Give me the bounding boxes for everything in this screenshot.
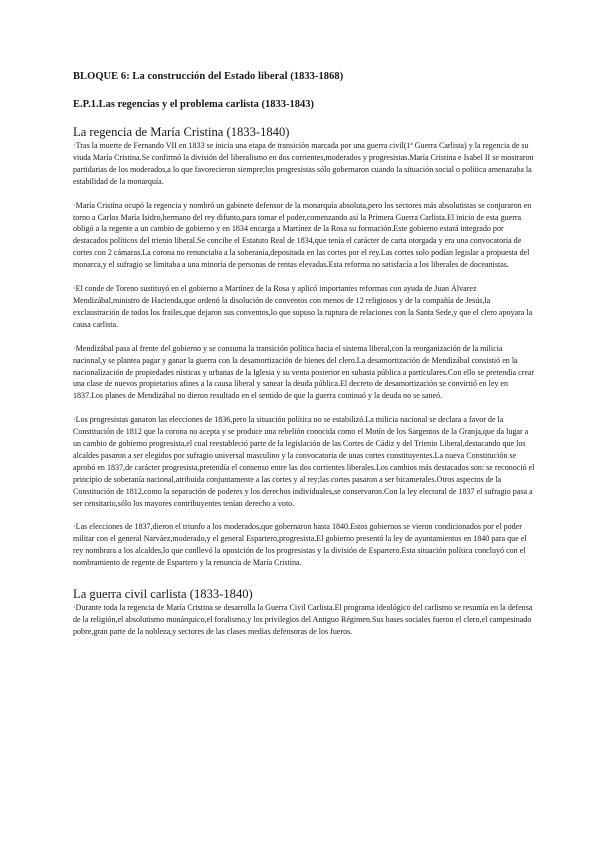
paragraph: ·Durante toda la regencia de María Cristina se desarrolla la Guerra Civil Carlista.El programa ideológico del carlismo se resumía en la defensa de la religión,el absolutismo monárquico,el foralismo,y los privilegios del Antiguo Régimen.Sus bases sociales fueron el clero,el campesinado pobre,gran parte de la nobleza,y sectores de las clases medias defensoras de los fueros. [73,603,533,636]
paragraph: ·Tras la muerte de Fernando VII en 1833 se inicia una etapa de transición marcada por una guerra civil(1ª Guerra Carlista) y la regencia de su viuda María Cristina.Se confirmó la división del liberalismo en dos corrientes,moderados y progresistas.María Cristina e Isabel II se mostraron partidarias de los moderados,a lo que favorecieron siempre;los progresistas sólo gobernaron cuando la situación social o política amenazaba la estabilidad de la monarquía. [73,141,534,186]
paragraph: ·El conde de Toreno sustituyó en el gobierno a Martínez de la Rosa y aplicó importantes reformas con ayuda de Juan Álvarez Mendizábal,ministro de Hacienda,que ordenó la disolución de conventos con menos de 12 religiosos y de la compañía de Jesús,la exclaustración de todos los frailes,que dejaron sus conventos,lo que supuso la ruptura de relaciones con la Santa Sede,y que el clero apoyara la causa carlista. [73,284,533,329]
document-title: BLOQUE 6: La construcción del Estado liberal (1833-1868) [73,71,344,82]
paragraph: ·Mendizábal pasa al frente del gobierno y se consuma la transición política hacia el sistema liberal,con la reorganización de la milicia nacional,y se plantea pagar y ganar la guerra con la desamortización de bienes del clero.La desamortización de Mendizábal consistió en la nacionalización de propiedades rústicas y urbanas de la Iglesia y su venta posterior en subasta pública a particulares.Con ello se pretendía crear una clase de nuevos propietarios afines a la causa liberal y sanear la deuda pública.El decreto de desamortización se convirtió en ley en 1837.Los planes de Mendizábal no dieron resultado en el sentido de que la guerra continuó y la deuda no se saneó. [73,343,535,401]
document-subtitle: E.P.1.Las regencias y el problema carlista (1833-1843) [73,99,314,110]
section-heading-guerra-carlista: La guerra civil carlista (1833-1840) [73,587,253,602]
document-body [73,70,535,638]
paragraph: ·Los progresistas ganaron las elecciones de 1836,pero la situación política no se estabilizó.La milicia nacional se declara a favor de la Constitución de 1812 que la corona no acepta y se produce una rebelión conocida como el Motín de los Sargentos de la Granja,que da lugar a un cambio de gobierno progresista,el cual reestableció parte de la legislación de las Cortes de Cádiz y del Trienio Liberal,destacando que los alcaldes pasaron a ser elegidos por sufragio universal masculino y la convocatoria de unas cortes constituyentes.La nueva Constitución se aprobó en 1837,de carácter progresista,pretendía el consenso entre las dos corrientes liberales.Los cambios más destacados son: se reconoció el principio de soberanía nacional,atribuida conjuntamente a las cortes y al rey;las cortes pasaron a ser bicamerales.Otros aspectos de la Constitución de 1812,como la separación de poderes y los derechos individuales,se conservaron.Con la ley electoral de 1837 el sufragio pasa a ser censitario,sólo los mayores contribuyentes tenían derecho a voto. [73,415,535,508]
section-heading-regencia: La regencia de María Cristina (1833-1840) [73,125,290,139]
paragraph: ·Las elecciones de 1837,dieron el triunfo a los moderados,que gobernaron hasta 1840.Estos gobiernos se vieron condicionados por el poder militar con el general Narváez,moderado,y el general Espartero,progresista.El gobierno presentó la ley de ayuntamientos en 1840 para que el rey nombrara a los alcaldes,lo que conllevó la oposición de los progresistas y la división de Espartero.Esta situación política concluyó con el nombramiento de regente de Espartero y la renuncia de María Cristina. [73,522,527,568]
paragraph: ·María Cristina ocupó la regencia y nombró un gabinete defensor de la monarquía absoluta,pero los sectores más absolutistas se conjuraron en torno a Carlos María Isidro,hermano del rey difunto,para tomar el poder,comenzando así la Primera Guerra Carlista.El inicio de esta guerra obligó a la regente a un cambio de gobierno y en 1834 encarga a Martínez de la Rosa su formación.Este gobierno estará integrado por destacados políticos del trienio liberal.Se concibe el Estatuto Real de 1834,que tenía el carácter de carta otorgada y era una convocatoria de cortes con 2 cámaras.La corona no renunciaba a la soberanía,depositada en las cortes por el rey.Las cortes solo podían legislar a propuesta del monarca,y el sufragio se limitaba a una minoría de personas de rentas elevadas.Esta reforma no satisfacía a los liberales de doceanistas. [73,200,532,270]
